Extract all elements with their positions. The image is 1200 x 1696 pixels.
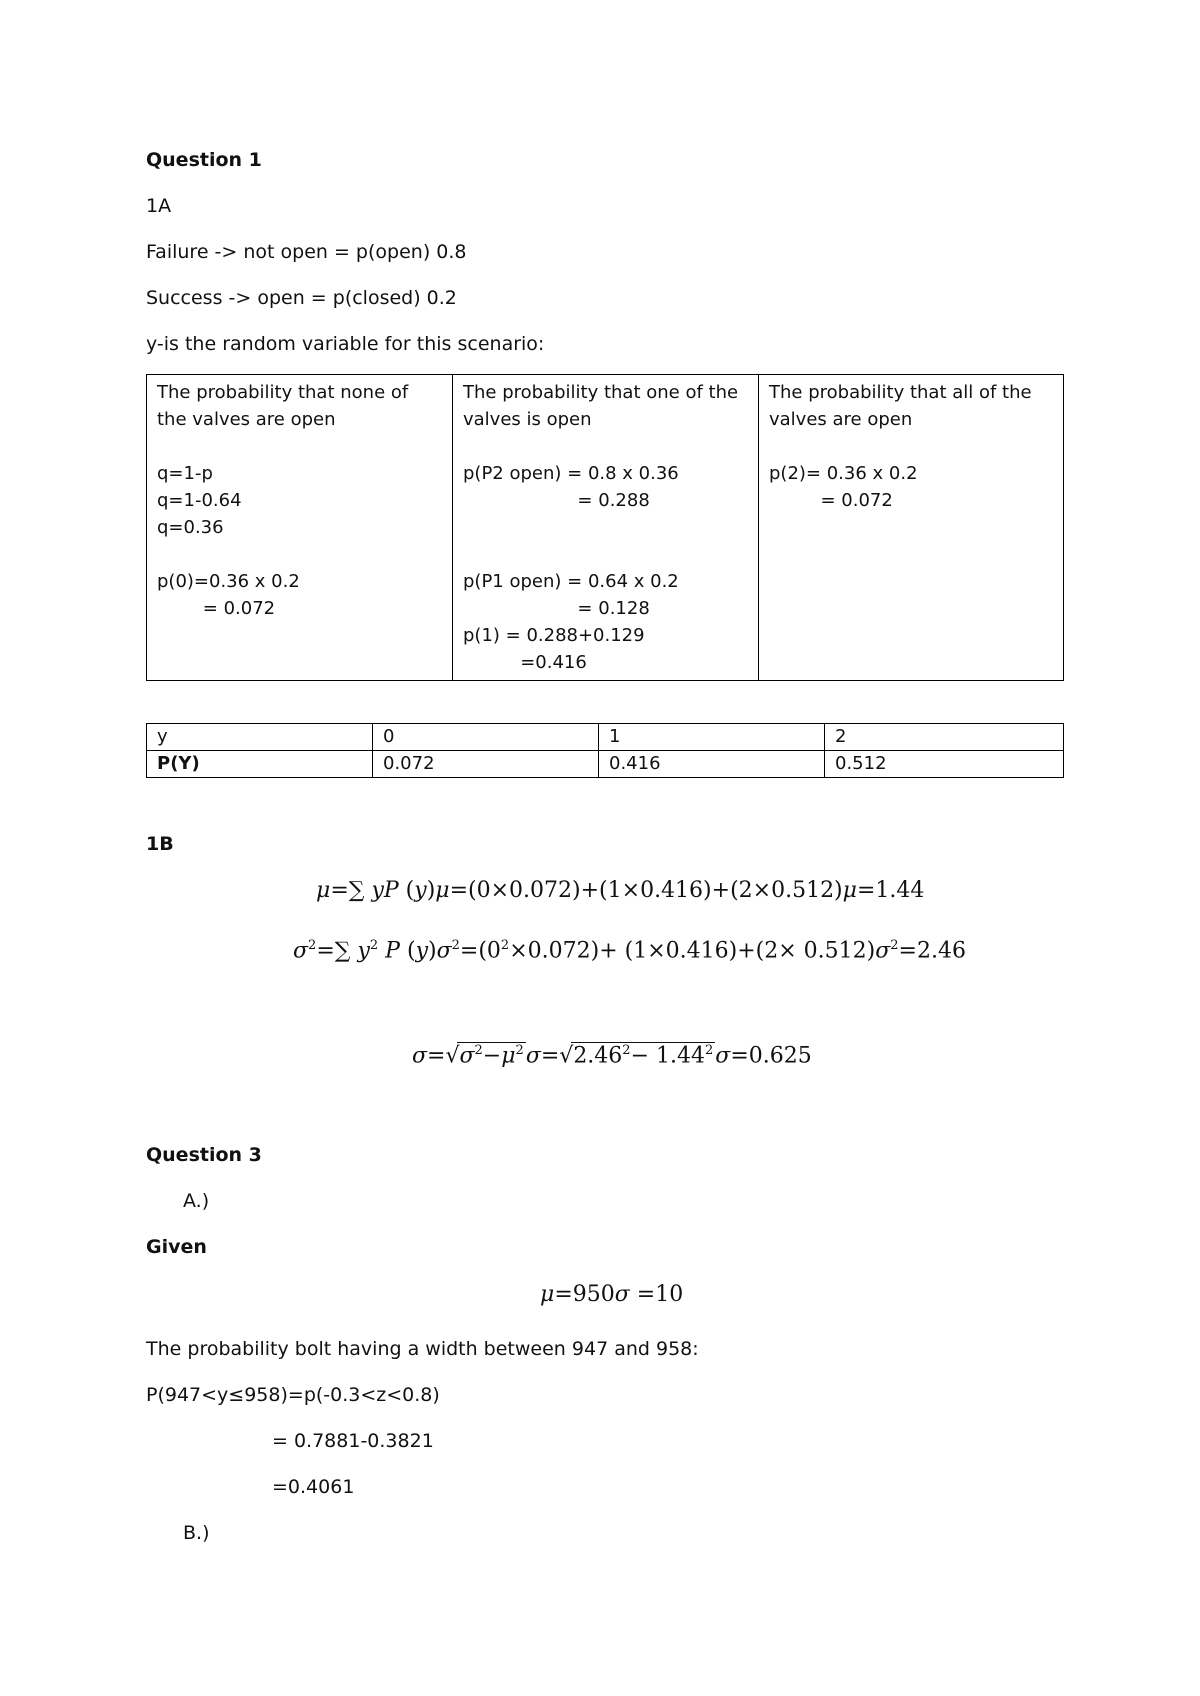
table-cell: 0 [373, 724, 599, 751]
table-cell: 2 [825, 724, 1064, 751]
table-cell: 1 [599, 724, 825, 751]
sd-variance-value: 2.46 [573, 1043, 623, 1069]
part-1a-label: 1A [146, 195, 172, 217]
probability-calculation-table [146, 374, 1064, 681]
calc-cell-one-open [453, 375, 759, 681]
mean-expansion: =(0×0.072)+(1×0.416)+(2×0.512) [449, 878, 843, 903]
question-1-heading: Question 1 [146, 149, 262, 171]
probability-step-2: = 0.7881-0.3821 [272, 1430, 434, 1452]
sd-mean-value: − 1.44 [630, 1043, 705, 1069]
table-cell: y [147, 724, 373, 751]
table-cell: 0.072 [373, 751, 599, 778]
table-row [147, 751, 1064, 778]
variance-result: =2.46 [898, 938, 966, 964]
question-3-heading: Question 3 [146, 1144, 262, 1166]
variance-expansion: ×0.072)+ (1×0.416)+(2× 0.512) [509, 938, 876, 964]
problem-statement: The probability bolt having a width between 947 and 958: [146, 1338, 699, 1360]
table-cell: 0.512 [825, 751, 1064, 778]
given-label: Given [146, 1236, 207, 1258]
calc-cell-title: The probability that all of the valves are open [769, 382, 1032, 430]
calc-cell-none-open [147, 375, 453, 681]
probability-distribution-table [146, 723, 1064, 778]
sigma-value: =10 [636, 1282, 684, 1307]
given-parameters-formula: μ=950σ =10 [540, 1282, 684, 1307]
variance-formula: $\sigma^2=\sum$ $y^2$ P $(y)\sigma^2=(0^2\times 0.072)+ (1\times 0.416)+(2\times 0.512)\sigma^2=2.46$ [293, 938, 966, 964]
calc-cell-body: q=1-p q=1-0.64 q=0.36 p(0)=0.36 x 0.2 = 0.072 [157, 463, 300, 619]
standard-deviation-formula: $\sigma=√\sigma^2-\mu^2\sigma=√2.46^2- 1.44^2\sigma=0.625$ [412, 1043, 812, 1069]
calc-cell-body: p(P2 open) = 0.8 x 0.36 = 0.288 p(P1 open) = 0.64 x 0.2 = 0.128 p(1) = 0.288+0.129 =0.416 [463, 463, 679, 673]
probability-step-1: P(947<y≤958)=p(-0.3<z<0.8) [146, 1384, 440, 1406]
calc-cell-body: p(2)= 0.36 x 0.2 = 0.072 [769, 463, 918, 511]
calc-cell-title: The probability that none of the valves are open [157, 382, 409, 430]
calc-cell-all-open [759, 375, 1064, 681]
mean-result: =1.44 [856, 878, 925, 903]
part-3b-label: B.) [183, 1522, 210, 1544]
table-row [147, 724, 1064, 751]
mu-value: =950 [554, 1282, 615, 1307]
part-1b-label: 1B [146, 833, 174, 855]
part-3a-label: A.) [183, 1190, 210, 1212]
variance-expansion-start: =(0 [459, 938, 501, 964]
table-cell: P(Y) [147, 751, 373, 778]
table-cell: 0.416 [599, 751, 825, 778]
mean-formula: μ=∑ yP (y)μ=(0×0.072)+(1×0.416)+(2×0.512)μ=1.44 [316, 878, 925, 903]
random-variable-note: y-is the random variable for this scenario: [146, 333, 545, 355]
probability-step-3: =0.4061 [272, 1476, 355, 1498]
calc-cell-title: The probability that one of the valves is open [463, 382, 739, 430]
failure-definition: Failure -> not open = p(open) 0.8 [146, 241, 467, 263]
success-definition: Success -> open = p(closed) 0.2 [146, 287, 457, 309]
sd-result: =0.625 [730, 1043, 812, 1069]
